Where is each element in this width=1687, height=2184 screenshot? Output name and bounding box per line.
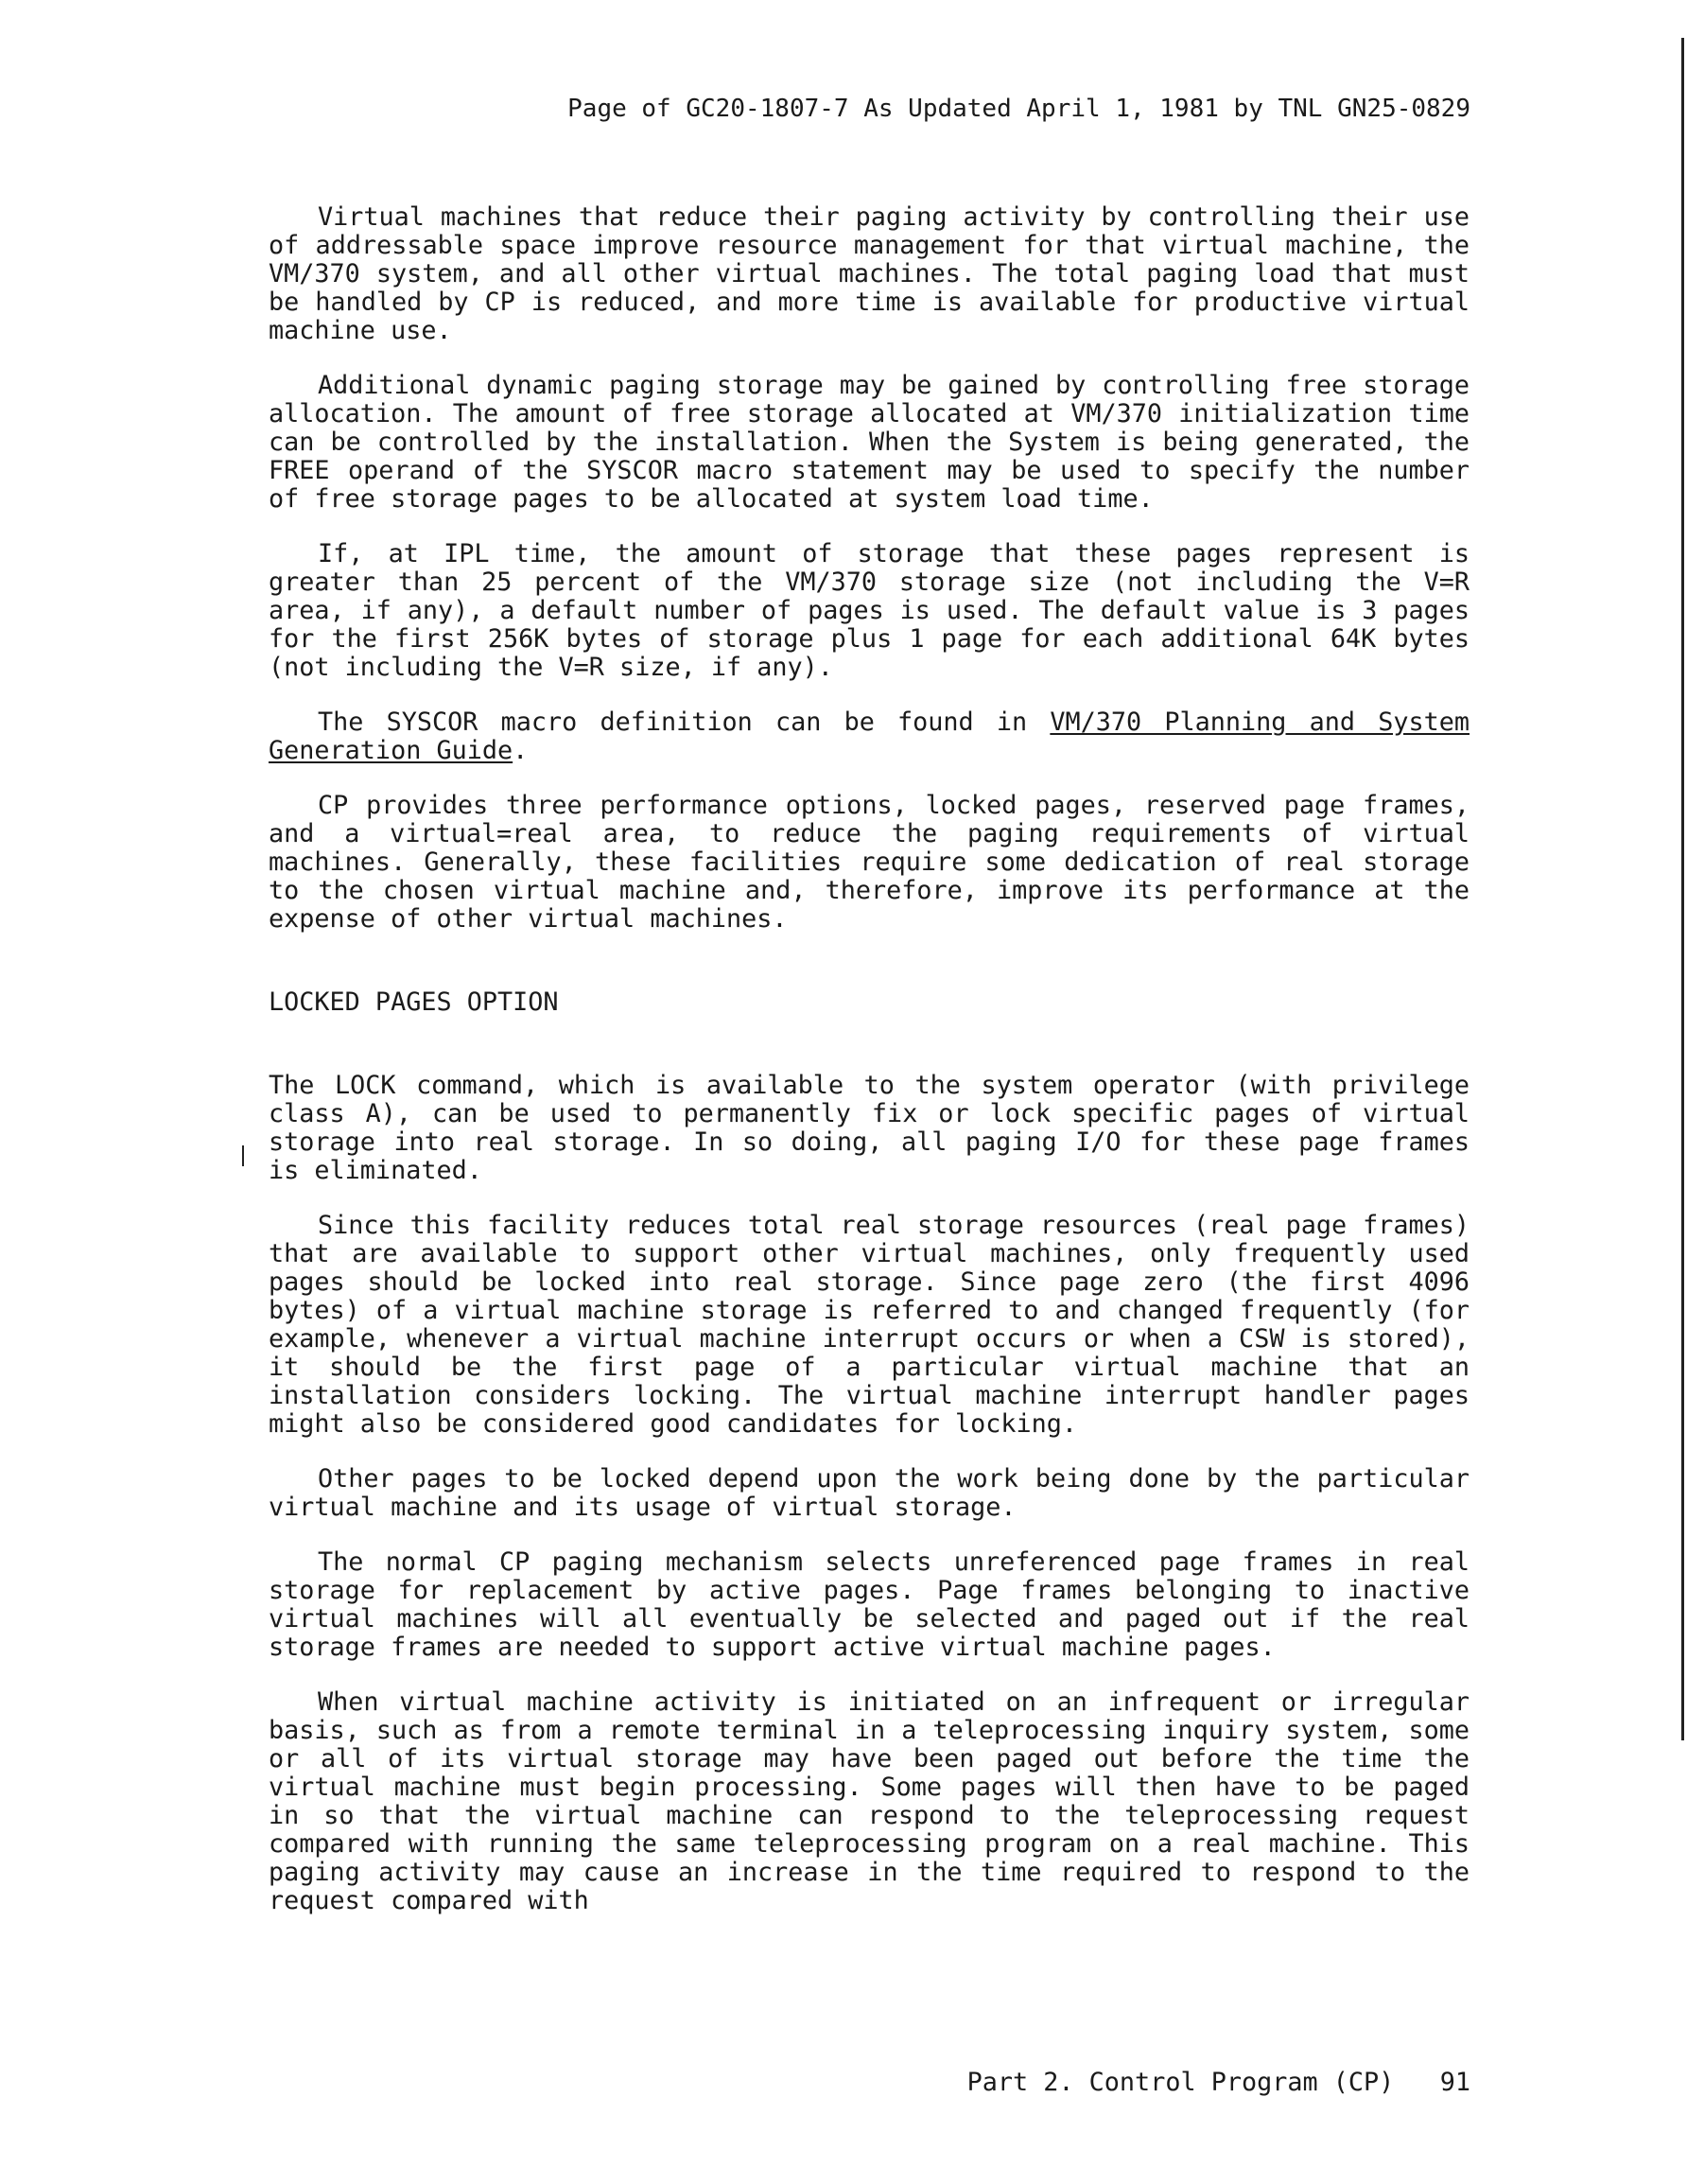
syscor-lead-text: The SYSCOR macro definition can be found in [318, 708, 1051, 737]
paragraph-dynamic-paging: Additional dynamic paging storage may be gained by controlling free storage allocation. The amount of free storage allocated at VM/370 initialization time can be controlled by the installation. When the System is being generated, the FREE operand of the SYSCOR macro statement may be used to specify the number of free storage pages to be allocated at system load time. [269, 371, 1470, 514]
planning-guide-reference: VM/370 Planning and System Generation Guide [269, 708, 1470, 765]
paragraph-virtual-machines: Virtual machines that reduce their paging activity by controlling their use of addressable space improve resource management for that virtual machine, the VM/370 system, and all other virtual machines. The total paging load that must be handled by CP is reduced, and more time is available for productive virtual machine use. [269, 202, 1470, 345]
paragraph-other-pages: Other pages to be locked depend upon the work being done by the particular virtual machine and its usage of virtual storage. [269, 1464, 1470, 1522]
paragraph-facility-reduces: Since this facility reduces total real storage resources (real page frames) that are available to support other virtual machines, only frequently used pages should be locked into real storage. Since page zero (the first 4096 bytes) of a virtual machine storage is referred to and changed frequently (for example, whenever a virtual machine interrupt occurs or when a CSW is stored), it should be the first page of a particular virtual machine that an installation considers locking. The virtual machine interrupt handler pages might also be considered good candidates for locking. [269, 1211, 1470, 1439]
paragraph-normal-paging: The normal CP paging mechanism selects unreferenced page frames in real storage for replacement by active pages. Page frames belonging to inactive virtual machines will all eventually be selected and paged out if the real storage frames are needed to support active virtual machine pages. [269, 1547, 1470, 1662]
page-footer: Part 2. Control Program (CP) 91 [966, 2068, 1470, 2097]
page-header: Page of GC20-1807-7 As Updated April 1, 1981 by TNL GN25-0829 [567, 95, 1470, 123]
section-title-locked-pages: LOCKED PAGES OPTION [269, 987, 559, 1017]
page-body [269, 203, 1470, 1942]
paragraph-performance-options: CP provides three performance options, locked pages, reserved page frames, and a virtual=real area, to reduce the paging requirements of virtual machines. Generally, these facilities require some dedication of real storage to the chosen virtual machine and, therefore, improve its performance at the expense of other virtual machines. [269, 791, 1470, 934]
scan-edge-line [1681, 38, 1684, 1740]
syscor-tail-text: . [513, 736, 529, 765]
paragraph-lock-command: The LOCK command, which is available to the system operator (with privilege class A), can be used to permanently fix or lock specific pages of virtual storage into real storage. In so doing, all paging I/O for these page frames is eliminated. [269, 1071, 1470, 1185]
paragraph-activity-initiated: When virtual machine activity is initiated on an infrequent or irregular basis, such as from a remote terminal in a teleprocessing inquiry system, some or all of its virtual storage may have been paged out before the time the virtual machine must begin processing. Some pages will then have to be paged in so that the virtual machine can respond to the teleprocessing request compared with running the same teleprocessing program on a real machine. This paging activity may cause an increase in the time required to respond to the request compared with [269, 1687, 1470, 1915]
paragraph-ipl-time: If, at IPL time, the amount of storage that these pages represent is greater than 25 percent of the VM/370 storage size (not including the V=R area, if any), a default number of pages is used. The default value is 3 pages for the first 256K bytes of storage plus 1 page for each additional 64K bytes (not including the V=R size, if any). [269, 539, 1470, 682]
revision-change-bar [242, 1145, 244, 1166]
paragraph-syscor-reference [269, 708, 1470, 765]
